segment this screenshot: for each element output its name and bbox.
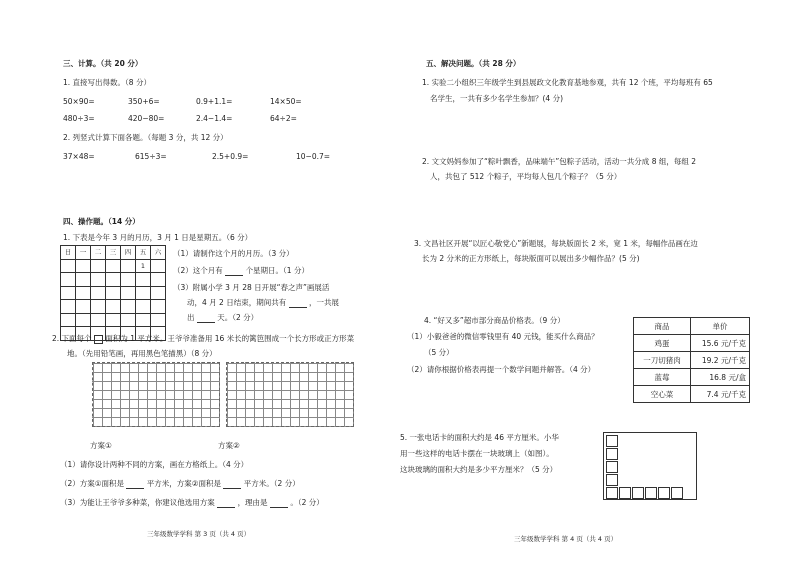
grid-paper-plan1[interactable] — [92, 362, 220, 427]
cal-cell[interactable] — [151, 286, 166, 300]
weekday-fri: 五 — [136, 246, 151, 260]
sec5-q5-line1: 5. 一张电话卡的面积大约是 46 平方厘米。小华 — [400, 433, 559, 442]
price-value-0: 15.6 元/千克 — [691, 335, 750, 352]
card-tile — [606, 461, 618, 473]
weekday-mon: 一 — [76, 246, 91, 260]
q1-r2-c4: 64÷2= — [270, 114, 297, 123]
cal-cell[interactable] — [121, 259, 136, 273]
cal-cell[interactable] — [136, 273, 151, 287]
cal-cell[interactable] — [106, 259, 121, 273]
sec5-q1-line2: 名学生，一共有多少名学生参加？(4 分) — [430, 94, 564, 103]
q1-r2-c2: 420−80= — [128, 114, 165, 123]
q2c-blank2[interactable] — [270, 500, 288, 508]
sec4-q2-title — [52, 333, 354, 344]
price-head-item: 商品 — [634, 318, 691, 335]
q2b-post: 平方米。（2 分） — [243, 479, 300, 488]
cal-cell[interactable] — [76, 286, 91, 300]
sec5-q4-a2: （5 分） — [424, 348, 454, 357]
sec5-q5-line3: 这块玻璃的面积大约是多少平方厘米？（5 分） — [400, 465, 558, 474]
price-value-3: 7.4 元/千克 — [691, 386, 750, 403]
q1b-blank[interactable] — [225, 268, 243, 276]
cal-cell[interactable] — [61, 300, 76, 314]
card-tile — [606, 474, 618, 486]
q1c2-blank[interactable] — [289, 300, 307, 308]
cal-cell[interactable] — [76, 300, 91, 314]
weekday-sat: 六 — [151, 246, 166, 260]
q1b-post: 个星期日。（1 分） — [245, 266, 309, 275]
footer-page3: 三年级数学学科 第 3 页（共 4 页） — [147, 530, 251, 538]
cal-cell[interactable] — [91, 286, 106, 300]
grid-paper-plan2[interactable] — [226, 362, 354, 427]
cal-cell[interactable] — [151, 273, 166, 287]
cal-day-1[interactable]: 1 — [136, 259, 151, 273]
cal-cell[interactable] — [76, 273, 91, 287]
q1-r1-c4: 14×50= — [270, 97, 302, 106]
sec5-q1-line1: 1. 实验二小组织三年级学生到县展政文化教育基地参观，共有 12 个班，平均每班有 65 — [422, 78, 713, 87]
q2-c3: 2.5+0.9= — [212, 152, 249, 161]
q1c2-text: 动，4 月 2 日结束，期间共有 — [187, 298, 287, 307]
price-table — [633, 317, 750, 403]
q2-c2: 615÷3= — [135, 152, 167, 161]
sec5-q4-title: 4. “好又多”超市部分商品价格表。（9 分） — [424, 316, 565, 325]
cal-cell[interactable] — [106, 286, 121, 300]
q1c2-post: ，一共展 — [308, 298, 339, 307]
card-tile — [632, 487, 644, 499]
q2c-pre: （3）为能让王爷爷多种菜，你建议他选用方案 — [60, 498, 215, 507]
price-value-2: 16.8 元/盒 — [691, 369, 750, 386]
q2c-post: 。（2 分） — [290, 498, 324, 507]
sec4-q1-b — [173, 265, 309, 276]
calendar-table — [60, 245, 166, 341]
weekday-sun: 日 — [61, 246, 76, 260]
cal-cell[interactable] — [151, 300, 166, 314]
card-tile — [671, 487, 683, 499]
q2c-blank1[interactable] — [217, 500, 235, 508]
q1c3-post: 天。（2 分） — [217, 313, 259, 322]
cal-cell[interactable] — [61, 259, 76, 273]
cal-cell[interactable] — [61, 273, 76, 287]
cal-cell[interactable] — [121, 286, 136, 300]
q2b-blank1[interactable] — [126, 481, 144, 489]
q2c-mid: ，理由是 — [237, 498, 268, 507]
cal-cell[interactable] — [76, 313, 91, 327]
cal-cell[interactable] — [136, 313, 151, 327]
cal-cell[interactable] — [151, 313, 166, 327]
weekday-tue: 二 — [91, 246, 106, 260]
cal-cell[interactable] — [106, 313, 121, 327]
cal-cell[interactable] — [106, 300, 121, 314]
sec3-q2-title: 2. 列竖式计算下面各题。（每题 3 分，共 12 分） — [63, 133, 228, 142]
q1-r2-c3: 2.4−1.4= — [196, 114, 233, 123]
cal-cell[interactable] — [106, 273, 121, 287]
cal-cell[interactable] — [61, 286, 76, 300]
cal-cell[interactable] — [121, 300, 136, 314]
sec5-title: 五、解决问题。（共 28 分） — [426, 59, 521, 68]
q1-r1-c3: 0.9+1.1= — [196, 97, 233, 106]
cal-cell[interactable] — [136, 286, 151, 300]
sec4-title: 四、操作题。（14 分） — [63, 217, 140, 226]
weekday-thu: 四 — [121, 246, 136, 260]
cal-cell[interactable] — [61, 313, 76, 327]
unit-square-icon — [94, 335, 103, 344]
q1-r1-c2: 350+6= — [128, 97, 160, 106]
sec5-q3-line2: 长为 2 分米的正方形纸上，每块版面可以展出多少幅作品？(5 分) — [422, 254, 640, 263]
price-head-unit: 单价 — [691, 318, 750, 335]
card-tile — [606, 487, 618, 499]
weekday-wed: 三 — [106, 246, 121, 260]
sec4-q2-c — [60, 497, 324, 508]
cal-cell[interactable] — [121, 313, 136, 327]
card-tile — [606, 448, 618, 460]
q2b-pre: （2）方案①面积是 — [60, 479, 124, 488]
sec5-q4-b: （2）请你根据价格表再提一个数学问题并解答。（4 分） — [407, 365, 596, 374]
q2b-mid: 平方米，方案②面积是 — [146, 479, 222, 488]
sec3-q1-title: 1. 直接写出得数。（8 分） — [63, 78, 151, 87]
q2-c1: 37×48= — [63, 152, 95, 161]
cal-cell[interactable] — [121, 273, 136, 287]
plan1-label: 方案① — [90, 441, 112, 450]
card-tile — [606, 435, 618, 447]
sec5-q3-line1: 3. 文昌社区开展“以匠心敬党心”新题展，每块版面长 2 米，宽 1 米，每幅作品画在边 — [414, 239, 698, 248]
sec4-q1-c2 — [187, 297, 339, 308]
sec5-q5-line2: 用一些这样的电话卡摆在一块玻璃上（如图）。 — [400, 449, 554, 458]
card-tile — [645, 487, 657, 499]
sec4-q2-title-c: 地。（先用铅笔画，再用黑色笔描黑）（8 分） — [67, 349, 217, 358]
cal-cell[interactable] — [91, 313, 106, 327]
sec4-q1-c1: （3）附属小学 3 月 28 日开展“春之声”画展活 — [173, 283, 330, 292]
q1c3-blank[interactable] — [197, 315, 215, 323]
plan2-label: 方案② — [218, 441, 240, 450]
footer-page4: 三年级数学学科 第 4 页（共 4 页） — [514, 535, 618, 543]
q1-r1-c1: 50×90= — [63, 97, 95, 106]
cal-cell[interactable] — [151, 259, 166, 273]
q2-title-a: 2. 下面每个 — [52, 334, 92, 343]
sec3-title: 三、计算。（共 20 分） — [63, 59, 143, 68]
cal-cell[interactable] — [76, 259, 91, 273]
sec5-q2-line2: 人，共包了 512 个粽子，平均每人包几个粽子？（5 分） — [430, 172, 622, 181]
sec5-q4-a1: （1）小毅爸爸的微信零钱里有 40 元钱，能买什么商品？ — [407, 332, 599, 341]
sec4-q2-a: （1）请你设计两种不同的方案，画在方格纸上。（4 分） — [60, 460, 249, 469]
card-tile — [619, 487, 631, 499]
sec4-q1-title: 1. 下表是今年 3 月的月历，3 月 1 日是星期五。（6 分） — [63, 233, 253, 242]
q1c3-pre: 出 — [187, 313, 195, 322]
cal-cell[interactable] — [91, 273, 106, 287]
sec4-q1-a: （1）请制作这个月的月历。（3 分） — [173, 249, 294, 258]
card-tile — [658, 487, 670, 499]
q2-title-b: 面积为 1 平方米。王爷爷准备用 16 米长的篱笆围成一个长方形或正方形菜 — [105, 334, 355, 343]
q2-c4: 10−0.7= — [296, 152, 331, 161]
price-item-1: 一刀切猪肉 — [634, 352, 691, 369]
sec5-q2-line1: 2. 文文妈妈参加了“粽叶飘香，品味端午”包粽子活动，活动一共分成 8 组，每组 2 — [422, 157, 697, 166]
price-item-2: 蓝莓 — [634, 369, 691, 386]
cal-cell[interactable] — [91, 259, 106, 273]
sec4-q2-b — [60, 478, 300, 489]
q1b-pre: （2）这个月有 — [173, 266, 223, 275]
price-value-1: 19.2 元/千克 — [691, 352, 750, 369]
q2b-blank2[interactable] — [223, 481, 241, 489]
cal-cell[interactable] — [91, 300, 106, 314]
q1-r2-c1: 480÷3= — [63, 114, 95, 123]
price-item-0: 鸡蛋 — [634, 335, 691, 352]
price-item-3: 空心菜 — [634, 386, 691, 403]
cal-cell[interactable] — [136, 300, 151, 314]
sec4-q1-c3 — [187, 312, 258, 323]
